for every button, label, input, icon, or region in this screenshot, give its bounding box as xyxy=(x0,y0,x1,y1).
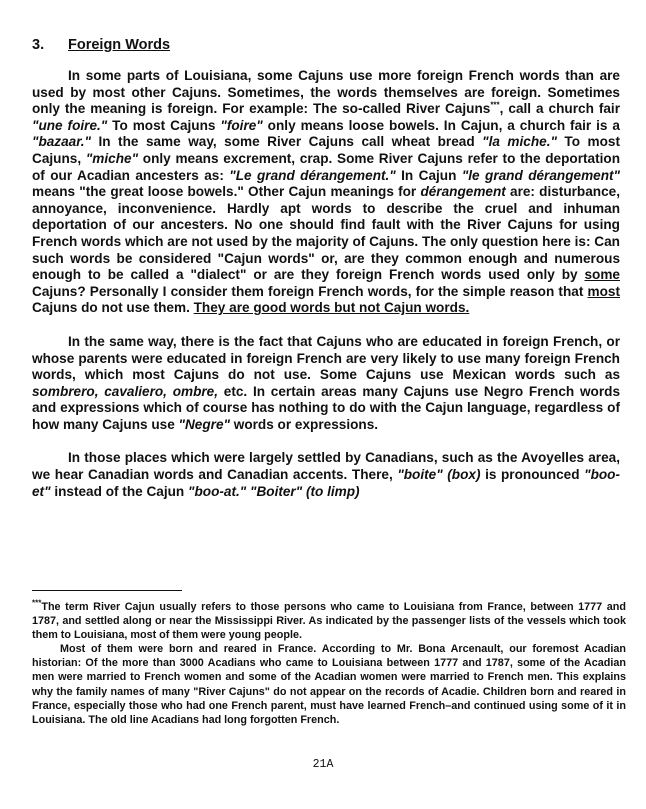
paragraph-3 xyxy=(32,450,620,500)
text-run: instead of the Cajun xyxy=(50,483,189,499)
italic-term: "miche" xyxy=(85,150,139,166)
section-number: 3. xyxy=(32,37,45,53)
text-run: , call a church fair xyxy=(499,101,620,117)
footnote-paragraph-2 xyxy=(32,642,626,727)
paragraph-2 xyxy=(32,334,620,434)
italic-term: "Negre" xyxy=(178,416,230,432)
section-heading xyxy=(32,36,620,54)
italic-term: "le grand dérangement" xyxy=(461,167,620,183)
text-run: To most Cajuns, xyxy=(32,134,620,166)
footnote-divider xyxy=(32,590,182,591)
page-number: 21A xyxy=(312,758,334,771)
text-run: In the same way, there is the fact that Cajuns who are educated in foreign French, or whose parents were educated in foreign French are very likely to use many foreign French words, which most Cajuns do not use. Some Cajuns use Mexican words such as xyxy=(32,333,620,383)
body-text xyxy=(32,68,620,500)
italic-term: "boo-et" xyxy=(32,467,621,499)
footnote-paragraph-1 xyxy=(32,600,626,642)
text-run: only means excrement, crap. Some River Cajuns refer to the deportation of our Acadian ancesters as: xyxy=(32,150,621,183)
text-run: In some parts of Louisiana, some Cajuns use more foreign French words than are used by most other Cajuns. Sometimes, the words themselves are foreign. Sometimes only the meaning is foreign. For example: The so-called River Cajuns xyxy=(32,68,620,117)
section-title: Foreign Words xyxy=(68,37,171,53)
italic-term: "Boiter" (to limp) xyxy=(250,483,360,499)
footnote-reference: *** xyxy=(490,100,500,110)
footnote-text: The term River Cajun usually refers to those persons who came to Louisiana from France, between 1777 and 1787, and settled along or near the Mississippi River. As indicated by the passenger lists of the vessels which took them to Louisiana, most of them were young people. xyxy=(32,601,626,642)
text-run: To most Cajuns xyxy=(107,117,221,133)
italic-term: "une foire." xyxy=(32,117,108,133)
page-content xyxy=(32,36,620,500)
text-run: etc. In certain areas many Cajuns use Negro French words and expressions which of course has nothing to do with the Cajun language, regardless of how many Cajuns use xyxy=(32,383,621,432)
text-run: are: disturbance, annoyance, inconvenience. Hardly apt words to describe the cruel and inhuman deportation of our ancesters. No one should find fault with the River Cajuns for using French words which are not used by the majority of Cajuns. The only question here is: Can such words be considered "Cajun words" or, are they common enough and numerous enough to be called a "dialect" or are they foreign French words used only by xyxy=(32,184,620,283)
text-run: In those places which were largely settled by Canadians, such as the Avoyelles area, we hear Canadian words and Canadian accents. There, xyxy=(32,450,620,483)
italic-term: "bazaar." xyxy=(32,134,91,150)
italic-term: "foire" xyxy=(220,117,263,133)
underlined-term: most xyxy=(587,283,620,299)
underlined-term: some xyxy=(584,267,620,283)
underlined-sentence: They are good words but not Cajun words. xyxy=(193,300,470,316)
text-run: In Cajun xyxy=(395,167,462,183)
italic-term: "la miche." xyxy=(482,134,557,150)
footnote-text: Most of them were born and reared in France. According to Mr. Bona Arcenault, our foremost Acadian historian: Of the more than 3000 Acadians who came to Louisiana between 1777 and 1787, some of the Acadian men were married to French women and some of the Acadian women were married to French men. This explains why the family names of many "River Cajuns" do not appear on the records of Acadie. Children born and reared in France, especially those who had one French parent, must have learned French–and continued using some of it in Louisiana. The old line Acadians had long forgotten French. xyxy=(32,643,626,726)
text-run: Cajuns do not use them. xyxy=(32,300,194,316)
text-run: means "the great loose bowels." Other Cajun meanings for xyxy=(32,184,421,200)
italic-term: dérangement xyxy=(420,184,506,200)
italic-term: "boo-at." xyxy=(188,483,247,499)
paragraph-1 xyxy=(32,68,620,317)
footnote xyxy=(32,600,626,727)
text-run: is pronounced xyxy=(480,467,585,483)
italic-term: sombrero, cavaliero, ombre, xyxy=(32,383,219,399)
italic-term: "boite" (box) xyxy=(397,467,481,483)
text-run: words or expressions. xyxy=(229,416,379,432)
italic-term: "Le grand dérangement." xyxy=(229,167,396,183)
text-run: Cajuns? Personally I consider them foreign French words, for the simple reason that xyxy=(32,283,588,299)
footnote-marker: *** xyxy=(32,598,42,608)
text-run: In the same way, some River Cajuns call wheat bread xyxy=(91,134,483,150)
text-run: only means loose bowels. In Cajun, a church fair is a xyxy=(262,117,620,133)
